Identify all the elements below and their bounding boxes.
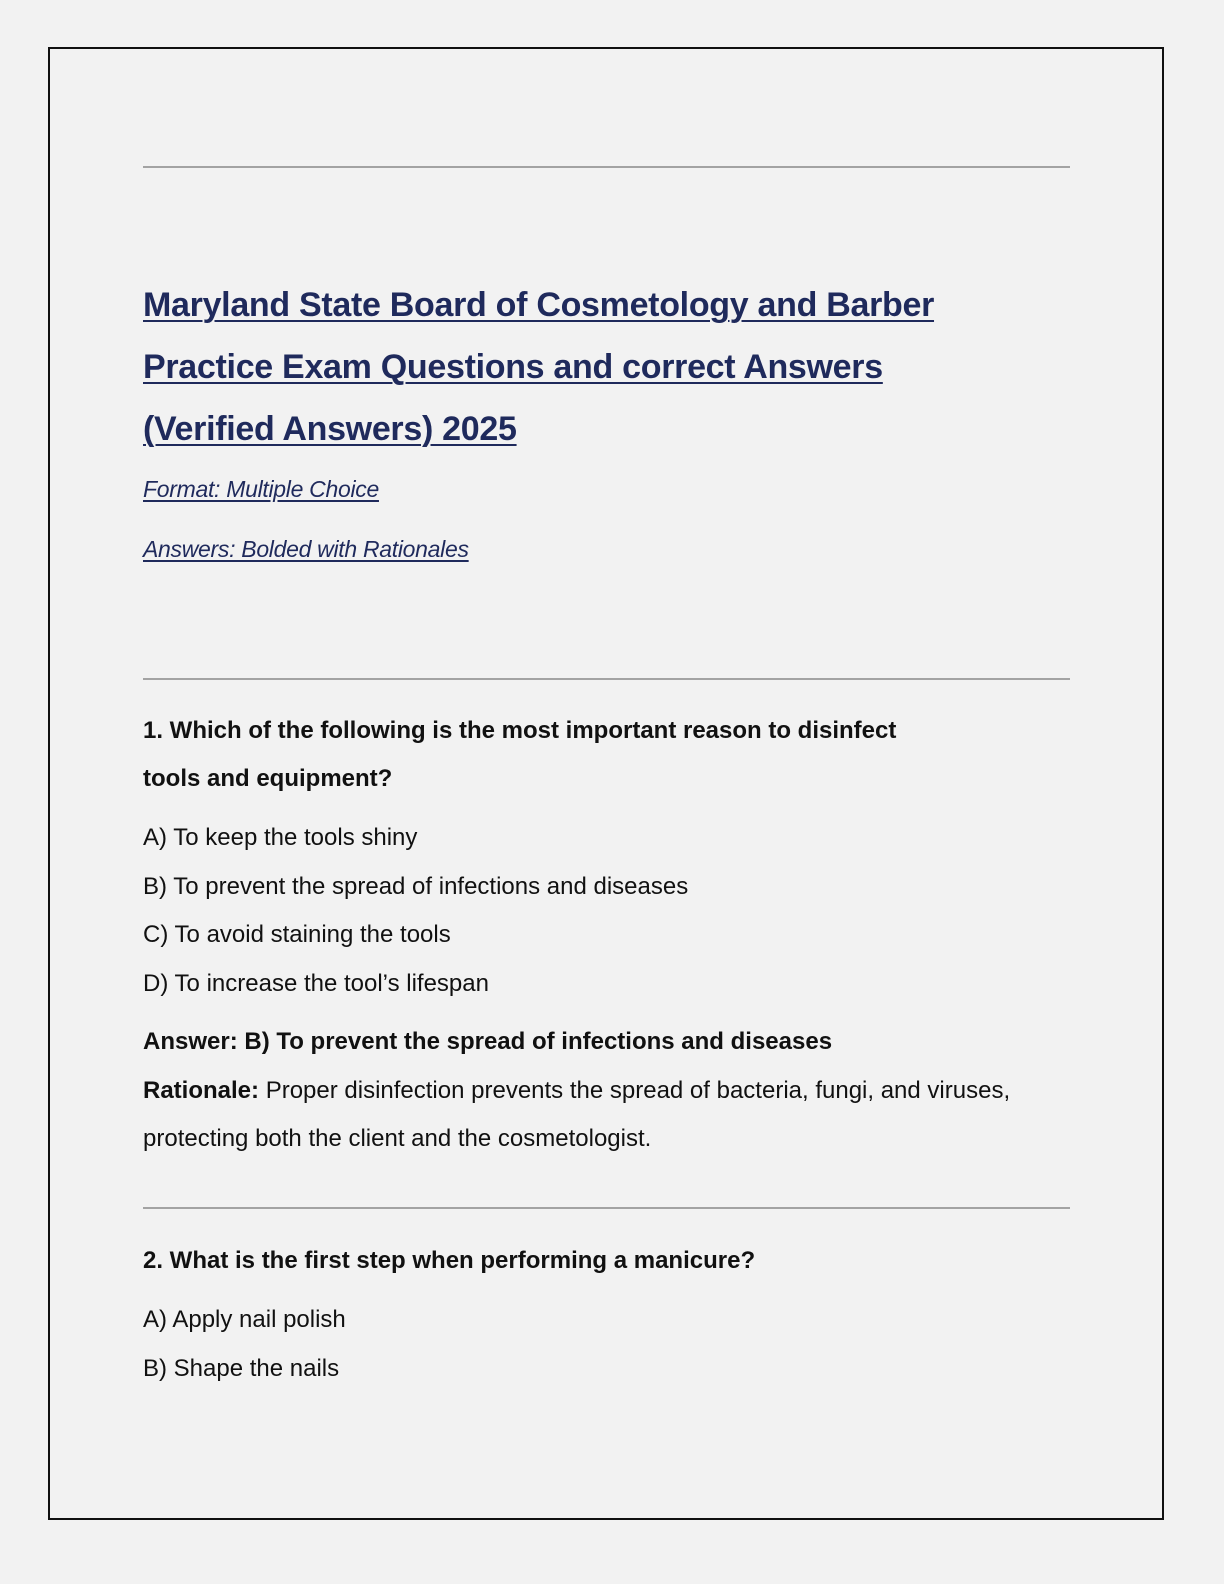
option-a: A) To keep the tools shiny xyxy=(143,824,418,851)
question-line: 2. What is the first step when performing a manicure? xyxy=(143,1247,756,1274)
rationale-text: Proper disinfection prevents the spread of bacteria, fungi, and viruses, xyxy=(265,1076,1011,1104)
title-line: Practice Exam Questions and correct Answers xyxy=(143,348,883,386)
answer-label: Answer: xyxy=(143,1028,238,1055)
question-line: tools and equipment? xyxy=(143,765,393,792)
answers-line: Answers: Bolded with Rationales xyxy=(143,536,469,562)
question-1 xyxy=(143,707,1043,1164)
option-c: C) To avoid staining the tools xyxy=(143,921,451,948)
title-line: (Verified Answers) 2025 xyxy=(143,410,517,448)
document-title xyxy=(143,274,1043,460)
option-d: D) To increase the tool’s lifespan xyxy=(143,969,489,997)
answer-line xyxy=(143,1018,1043,1067)
option-a: A) Apply nail polish xyxy=(143,1306,346,1333)
answer-text: B) To prevent the spread of infections and diseases xyxy=(244,1028,833,1055)
title-line: Maryland State Board of Cosmetology and Barber xyxy=(143,286,935,324)
format-line: Format: Multiple Choice xyxy=(143,476,379,502)
question-text xyxy=(143,707,1043,803)
question-text xyxy=(143,1237,1043,1285)
divider-top xyxy=(143,166,1070,168)
question-line: 1. Which of the following is the most important reason to disinfect xyxy=(143,717,897,744)
option-b: B) To prevent the spread of infections and diseases xyxy=(143,872,689,900)
divider xyxy=(143,678,1070,680)
question-2 xyxy=(143,1237,1043,1393)
rationale-text-continued: protecting both the client and the cosmetologist. xyxy=(143,1125,652,1152)
option-b: B) Shape the nails xyxy=(143,1354,340,1382)
divider xyxy=(143,1207,1070,1209)
rationale-label: Rationale: xyxy=(143,1076,260,1104)
rationale xyxy=(143,1067,1043,1164)
